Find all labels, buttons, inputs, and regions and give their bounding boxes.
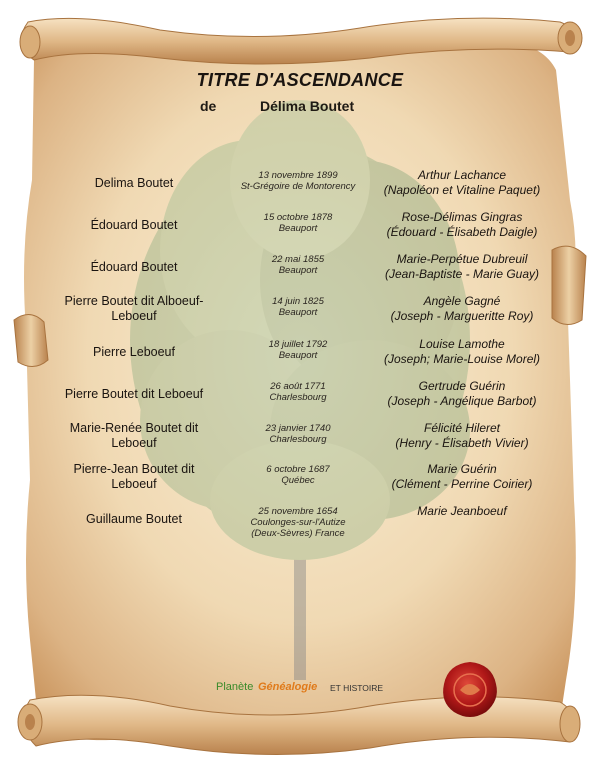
spouse-name: Marie-Perpétue Dubreuil: [396, 252, 528, 266]
spouse-parents: (Jean-Baptiste - Marie Guay): [384, 267, 540, 281]
person-name-line: Guillaume Boutet: [86, 512, 182, 526]
spouse-parents: (Joseph - Angélique Barbot): [387, 394, 537, 408]
generation-row: [0, 252, 600, 296]
person-name: [50, 387, 218, 402]
spouse-name: Marie Jeanboeuf: [417, 504, 507, 518]
spouse: [372, 337, 552, 367]
marriage-place: Charlesbourg: [269, 392, 327, 403]
spouse: [372, 210, 552, 240]
person-name-line: Leboeuf: [111, 309, 157, 323]
person-name-line: Pierre Boutet dit Alboeuf-: [64, 294, 204, 308]
marriage-place: Charlesbourg: [269, 434, 327, 445]
document-title: TITRE D'ASCENDANCE: [196, 70, 404, 90]
brand-part1: Planète: [216, 681, 254, 693]
person-name: [50, 512, 218, 527]
person-name-line: Pierre Leboeuf: [92, 345, 175, 359]
spouse-parents: (Napoléon et Vitaline Paquet): [383, 183, 541, 197]
spouse: [372, 504, 552, 519]
marriage-place: Beauport: [278, 265, 318, 276]
person-name-line: Édouard Boutet: [90, 218, 178, 232]
spouse-parents: (Henry - Élisabeth Vivier): [395, 436, 529, 450]
person-name-line: Marie-Renée Boutet dit: [69, 421, 199, 435]
marriage-event: [228, 381, 368, 403]
generation-row: [0, 168, 600, 212]
marriage-event: [228, 423, 368, 445]
spouse-parents: (Édouard - Élisabeth Daigle): [386, 225, 538, 239]
marriage-place: Coulonges-sur-l'Autize: [250, 517, 346, 528]
person-name: [50, 294, 218, 324]
person-name-line: Leboeuf: [111, 436, 157, 450]
spouse-name: Gertrude Guérin: [418, 379, 506, 393]
spouse-name: Louise Lamothe: [419, 337, 505, 351]
marriage-place: St-Grégoire de Montorency: [240, 181, 356, 192]
brand-part2: Généalogie: [258, 681, 318, 693]
spouse: [372, 462, 552, 492]
marriage-place: Beauport: [278, 350, 318, 361]
generation-row: [0, 337, 600, 381]
marriage-event: [228, 339, 368, 361]
spouse-parents: (Clément - Perrine Coirier): [391, 477, 533, 491]
subject-name: Délima Boutet: [260, 98, 355, 114]
marriage-date: 26 août 1771: [270, 381, 326, 392]
generation-row: [0, 379, 600, 423]
person-name: [50, 176, 218, 191]
generation-row: [0, 504, 600, 548]
person-name-line: Delima Boutet: [94, 176, 174, 190]
person-name: [50, 218, 218, 233]
person-name: [50, 260, 218, 275]
spouse: [372, 379, 552, 409]
marriage-event: [228, 254, 368, 276]
spouse-name: Marie Guérin: [427, 462, 497, 476]
spouse: [372, 421, 552, 451]
brand-part3: ET HISTOIRE: [330, 683, 384, 693]
generation-row: [0, 210, 600, 254]
marriage-event: [228, 170, 368, 192]
marriage-date: 6 octobre 1687: [266, 464, 330, 475]
spouse-name: Arthur Lachance: [417, 168, 507, 182]
spouse-name: Rose-Délimas Gingras: [401, 210, 523, 224]
person-name-line: Édouard Boutet: [90, 260, 178, 274]
marriage-date: 15 octobre 1878: [263, 212, 333, 223]
spouse-name: Angèle Gagné: [423, 294, 501, 308]
marriage-event: [228, 506, 368, 539]
person-name-line: Pierre-Jean Boutet dit: [73, 462, 195, 476]
marriage-place: Québec: [281, 475, 315, 486]
person-name: [50, 345, 218, 360]
marriage-event: [228, 212, 368, 234]
marriage-date: 18 juillet 1792: [268, 339, 328, 350]
spouse-parents: (Joseph - Margueritte Roy): [390, 309, 534, 323]
spouse: [372, 252, 552, 282]
marriage-place: Beauport: [278, 307, 318, 318]
marriage-date: 23 janvier 1740: [265, 423, 331, 434]
wax-seal-icon: [443, 662, 497, 717]
person-name: [50, 462, 218, 492]
marriage-date: 14 juin 1825: [272, 296, 324, 307]
marriage-place: (Deux-Sèvres) France: [251, 528, 345, 539]
spouse-name: Félicité Hileret: [423, 421, 501, 435]
subtitle-prefix: de: [200, 98, 217, 114]
person-name-line: Leboeuf: [111, 477, 157, 491]
spouse: [372, 294, 552, 324]
marriage-place: Beauport: [278, 223, 318, 234]
marriage-event: [228, 464, 368, 486]
generation-row: [0, 462, 600, 506]
generation-row: [0, 421, 600, 465]
person-name: [50, 421, 218, 451]
spouse-parents: (Joseph; Marie-Louise Morel): [383, 352, 541, 366]
person-name-line: Pierre Boutet dit Leboeuf: [64, 387, 204, 401]
spouse: [372, 168, 552, 198]
marriage-date: 13 novembre 1899: [258, 170, 338, 181]
marriage-date: 25 novembre 1654: [258, 506, 338, 517]
marriage-date: 22 mai 1855: [271, 254, 325, 265]
marriage-event: [228, 296, 368, 318]
generation-row: [0, 294, 600, 338]
